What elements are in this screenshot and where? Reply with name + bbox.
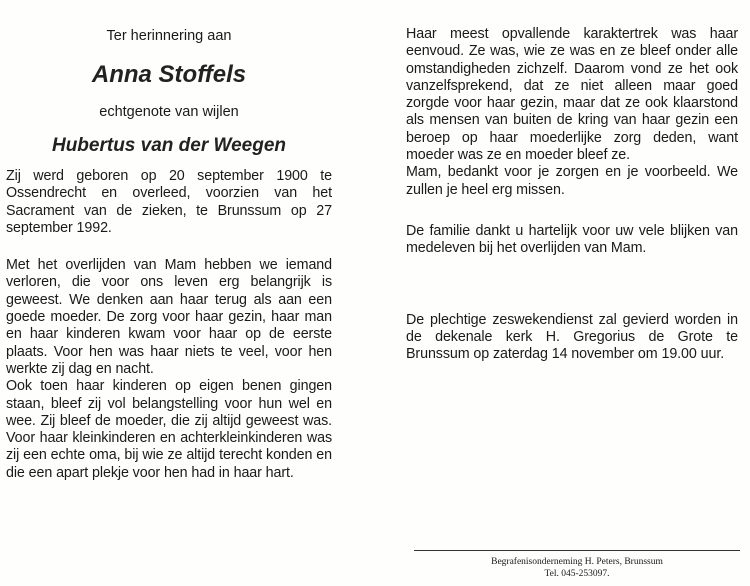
birth-death-paragraph (6, 168, 332, 237)
right-column (406, 26, 738, 363)
undertaker-company: Begrafenisonderneming H. Peters, Brunssum (491, 557, 663, 567)
family-thanks-text: De familie dankt u hartelijk voor uw vele blijken van medeleven bij het overlijden van Mam. (406, 222, 738, 257)
tribute-text-1: Met het overlijden van Mam hebben we iemand verloren, die voor ons leven erg belangrijk is geweest. We denken aan haar terug als aan een goede moeder. De zorg voor haar gezin, haar man en haar kinderen kwam voor haar op de eerste plaats. Voor hen was haar niets te veel, voor hen werkte zij dag en nacht. (6, 257, 332, 377)
deceased-name: Anna Stoffels (91, 61, 247, 88)
undertaker-phone: Tel. 045-253097. (544, 569, 610, 579)
spouse-name: Hubertus van der Weegen (51, 135, 287, 156)
undertaker-footer (414, 550, 740, 580)
family-thanks-paragraph (406, 223, 738, 258)
birth-death-text: Zij werd geboren op 20 september 1900 te Ossendrecht en overleed, voorzien van het Sacrament van de zieken, te Brunssum op 27 september 1992. (6, 168, 332, 236)
service-text: De plechtige zeswekendienst zal gevierd worden in de dekenale kerk H. Gregorius de Grote te Brunssum op zaterdag 14 november om 19.00 uur. (406, 311, 738, 363)
thanks-mam-text: Mam, bedankt voor je zorgen en je voorbeeld. We zullen je heel erg missen. (406, 164, 738, 198)
left-column (6, 26, 332, 482)
character-paragraph (406, 26, 738, 199)
in-memory-heading: Ter herinnering aan (106, 28, 232, 44)
service-paragraph (406, 312, 738, 364)
spouse-intro: echtgenote van wijlen (99, 104, 239, 120)
character-text: Haar meest opvallende karaktertrek was haar eenvoud. Ze was, wie ze was en ze bleef onder alle omstandigheden zichzelf. Daarom vond ze het ook vanzelfsprekend, dat ze niet alleen maar goed zorgde voor haar gezin, maar dat ze ook klaarstond als mensen van buiten de kring van haar gezin een beroep op haar moederlijke zorg deden, want moeder was ze en moeder bleef ze. (406, 26, 738, 164)
tribute-paragraph (6, 257, 332, 482)
tribute-text-2: Ook toen haar kinderen op eigen benen gingen staan, bleef zij vol belangstelling voor hun wel en wee. Zij bleef de moeder, die zij altijd geweest was. Voor haar kleinkinderen en achterkleinkinderen was zij een echte oma, bij wie ze altijd terecht konden en die een apart plekje voor hen had in haar hart. (6, 378, 332, 481)
